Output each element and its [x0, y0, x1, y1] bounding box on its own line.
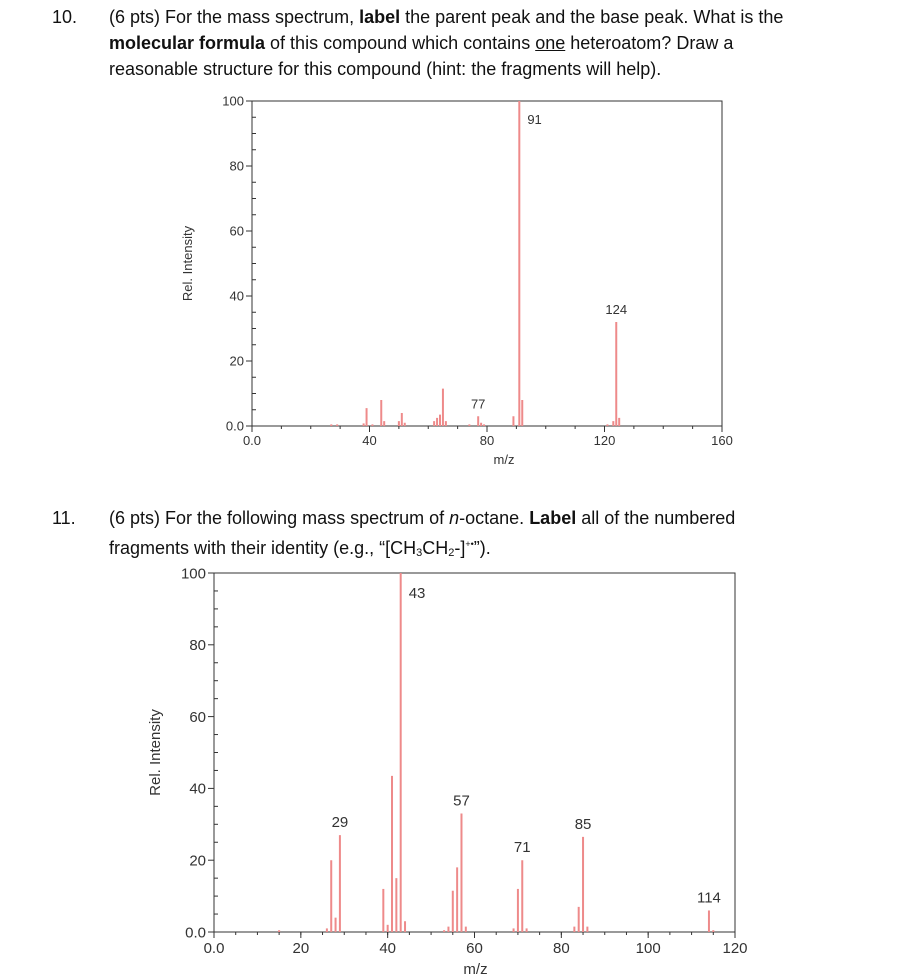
underlined-text: one	[535, 33, 566, 53]
text: -]	[454, 538, 466, 558]
x-tick-label: 60	[466, 940, 483, 957]
y-tick-label: 80	[189, 637, 206, 655]
subscript: 2	[448, 547, 455, 559]
text: all of the numbered	[576, 508, 736, 528]
text: fragments with their identity (e.g., “[CH	[109, 538, 417, 558]
y-tick-label: 100	[222, 93, 244, 109]
x-tick-label: 160	[711, 433, 733, 448]
question-number: 10.	[52, 7, 78, 27]
peak-label: 114	[696, 889, 721, 907]
text: heteroatom? Draw a	[565, 33, 734, 53]
y-tick-label: 80	[229, 158, 244, 174]
x-tick-label: 40	[379, 940, 397, 957]
y-tick-label: 40	[189, 780, 206, 798]
y-tick-label: 60	[189, 708, 206, 726]
bold-text: Label	[529, 508, 577, 528]
text: -octane.	[459, 508, 530, 528]
x-tick-label: 80	[552, 940, 570, 957]
text: ”).	[473, 538, 491, 558]
y-axis-title: Rel. Intensity	[180, 225, 195, 302]
x-axis-title: m/z	[493, 452, 515, 467]
x-tick-label: 20	[292, 940, 310, 957]
bold-text: molecular formula	[109, 33, 266, 53]
y-tick-label: 20	[189, 852, 206, 870]
x-tick-label: 80	[479, 433, 495, 448]
superscript: +•	[465, 539, 474, 549]
text: (6 pts) For the following mass spectrum of	[109, 508, 450, 528]
x-tick-label: 120	[722, 940, 748, 957]
text: the parent peak and the base peak. What is the	[400, 7, 784, 27]
italic-text: n	[449, 508, 460, 528]
question-number: 11.	[52, 508, 76, 528]
y-tick-label: 0.0	[185, 924, 206, 942]
x-tick-label: 40	[362, 433, 377, 448]
y-tick-label: 100	[180, 565, 206, 583]
y-tick-label: 60	[229, 223, 244, 239]
y-tick-label: 20	[229, 353, 244, 369]
peak-label: 91	[527, 112, 542, 127]
text: (6 pts) For the mass spectrum,	[109, 7, 360, 27]
x-axis-title: m/z	[463, 961, 488, 975]
subscript: 3	[416, 547, 423, 559]
x-tick-label: 100	[635, 940, 661, 957]
x-tick-label: 0.0	[242, 433, 262, 448]
plot-frame	[214, 573, 735, 932]
peak-label: 71	[513, 839, 531, 857]
peak-label: 124	[605, 302, 628, 317]
y-tick-label: 40	[229, 288, 244, 304]
bold-text: label	[359, 7, 401, 27]
peak-label: 57	[453, 792, 470, 810]
peak-label: 77	[470, 396, 486, 412]
text: of this compound which contains	[265, 33, 536, 53]
y-tick-label: 0.0	[225, 418, 244, 434]
peak-label: 29	[331, 814, 349, 832]
y-axis-title: Rel. Intensity	[147, 709, 164, 796]
x-tick-label: 0.0	[203, 940, 225, 957]
text: reasonable structure for this compound (hint: the fragments will help).	[109, 59, 662, 79]
text: CH	[422, 538, 449, 558]
x-tick-label: 120	[593, 433, 616, 448]
peak-label: 85	[574, 815, 592, 833]
peak-label: 43	[408, 585, 426, 602]
